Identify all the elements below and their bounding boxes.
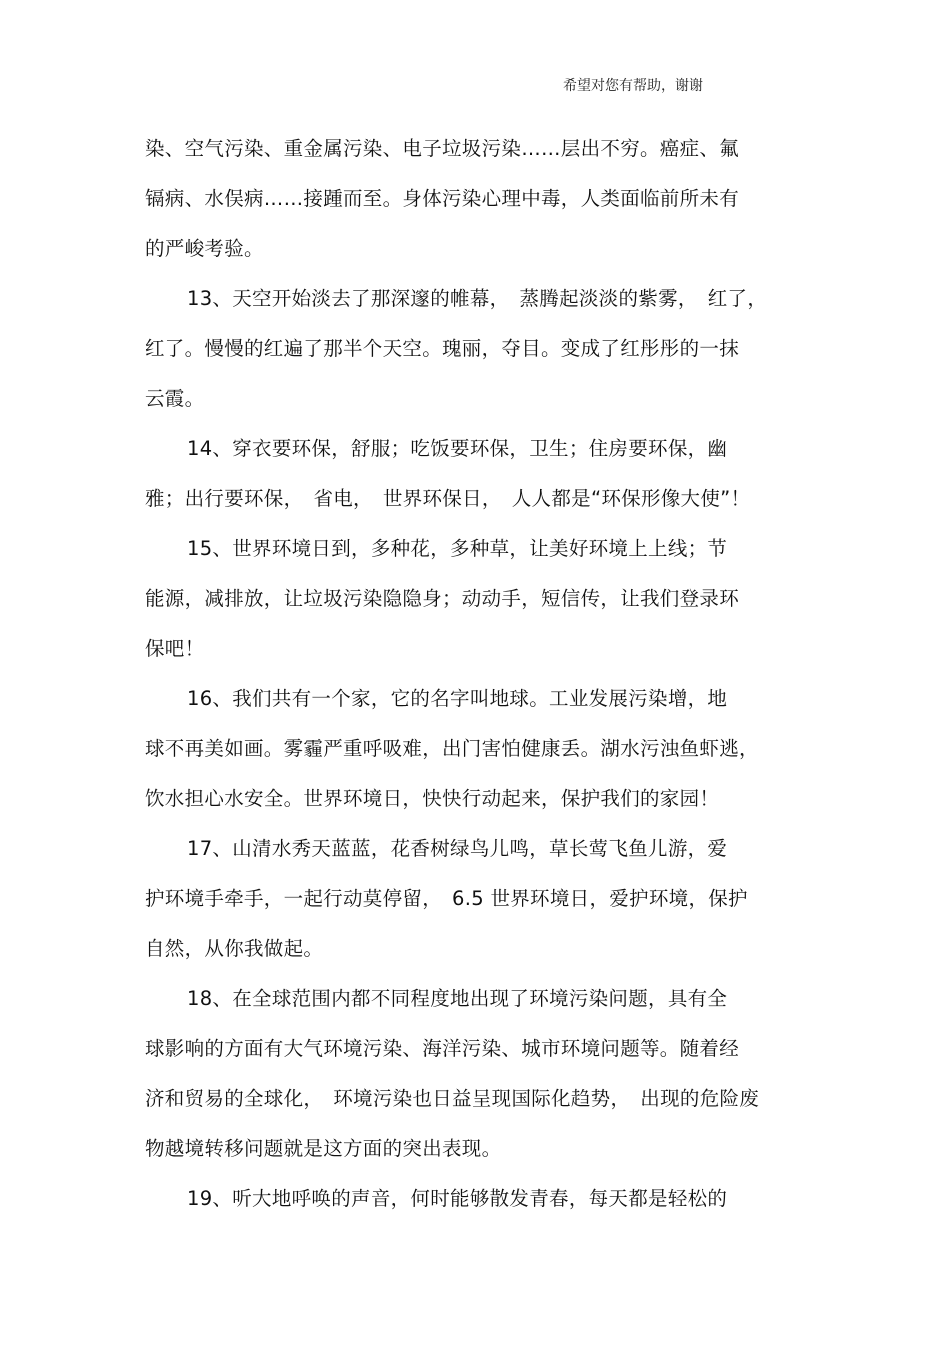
header-note: 希望对您有帮助，谢谢 xyxy=(563,78,703,94)
text-line: 饮水担心水安全。世界环境日，快快行动起来，保护我们的家园！ xyxy=(145,787,720,810)
text-line: 保吧！ xyxy=(145,637,205,660)
paragraph-18-start: 18、在全球范围内都不同程度地出现了环境污染问题，具有全 xyxy=(187,987,728,1010)
text-line: 护环境手牵手，一起行动莫停留， 6.5 世界环境日，爱护环境，保护 xyxy=(145,887,748,910)
paragraph-15-start: 15、世界环境日到，多种花，多种草，让美好环境上上线；节 xyxy=(187,537,728,560)
document-body xyxy=(145,124,805,1224)
paragraph-16-start: 16、我们共有一个家，它的名字叫地球。工业发展污染增，地 xyxy=(187,687,728,710)
text-line: 球不再美如画。雾霾严重呼吸难，出门害怕健康丢。湖水污浊鱼虾逃， xyxy=(145,737,759,760)
text-line: 镉病、水俣病……接踵而至。身体污染心理中毒，人类面临前所未有 xyxy=(145,187,740,210)
text-line: 物越境转移问题就是这方面的突出表现。 xyxy=(145,1137,502,1160)
text-line: 球影响的方面有大气环境污染、海洋污染、城市环境问题等。随着经 xyxy=(145,1037,740,1060)
text-line: 红了。慢慢的红遍了那半个天空。瑰丽，夺目。变成了红彤彤的一抹 xyxy=(145,337,740,360)
text-line: 自然，从你我做起。 xyxy=(145,937,324,960)
paragraph-17-start: 17、山清水秀天蓝蓝，花香树绿鸟儿鸣，草长莺飞鱼儿游，爱 xyxy=(187,837,728,860)
paragraph-19-start: 19、听大地呼唤的声音，何时能够散发青春，每天都是轻松的 xyxy=(187,1187,728,1210)
text-line: 雅；出行要环保， 省电， 世界环保日， 人人都是“环保形像大使”！ xyxy=(145,487,751,510)
text-line: 的严峻考验。 xyxy=(145,237,264,260)
paragraph-13-start: 13、天空开始淡去了那深邃的帷幕， 蒸腾起淡淡的紫雾， 红了， xyxy=(187,287,768,310)
text-line: 济和贸易的全球化， 环境污染也日益呈现国际化趋势， 出现的危险废 xyxy=(145,1087,760,1110)
text-line: 能源，减排放，让垃圾污染隐隐身；动动手，短信传，让我们登录环 xyxy=(145,587,740,610)
text-line: 染、空气污染、重金属污染、电子垃圾污染……层出不穷。癌症、氟 xyxy=(145,137,740,160)
paragraph-14-start: 14、穿衣要环保，舒服；吃饭要环保，卫生；住房要环保，幽 xyxy=(187,437,728,460)
text-line: 云霞。 xyxy=(145,387,205,410)
